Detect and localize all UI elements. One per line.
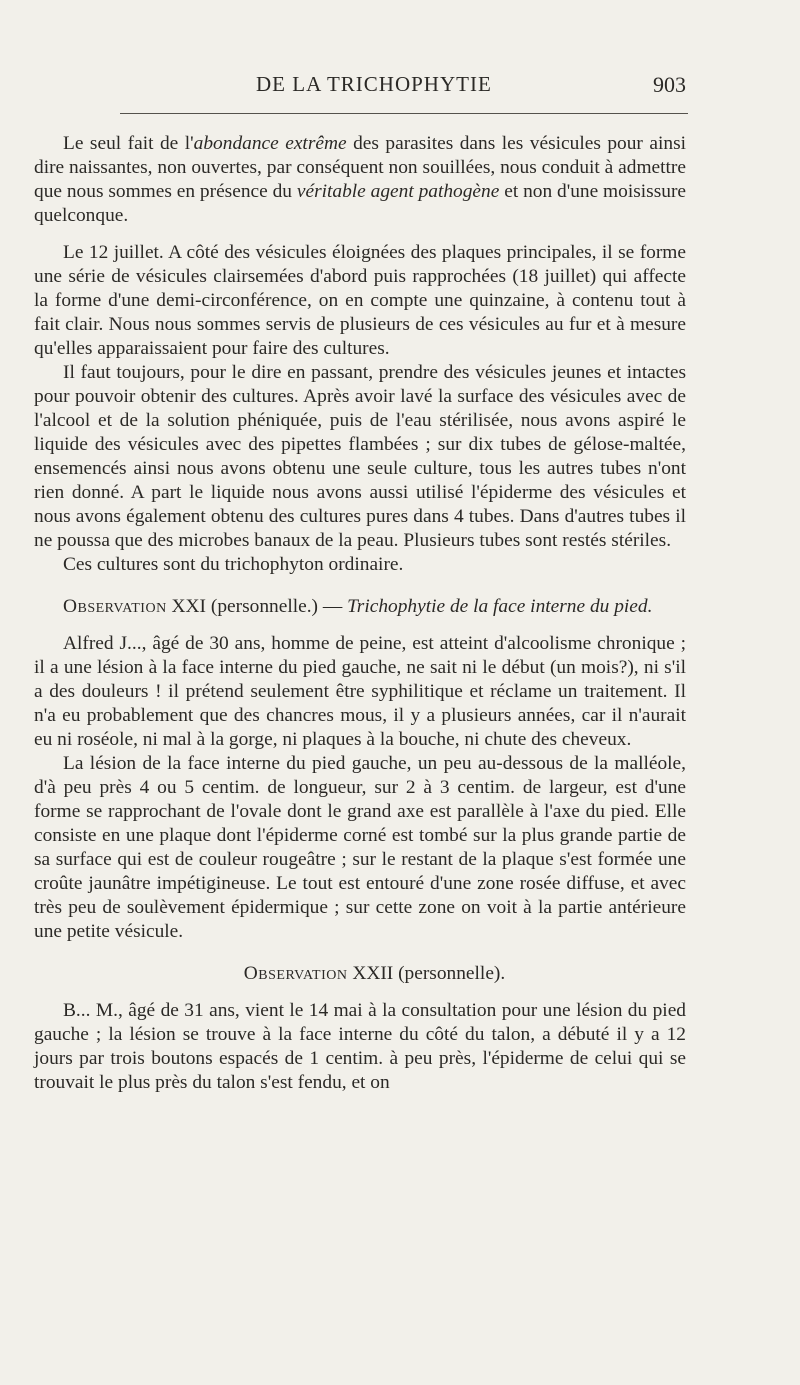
paragraph: Ces cultures sont du trichophyton ordinaire. (63, 554, 404, 575)
paragraph: Le 12 juillet. A côté des vésicules éloignées des plaques principales, il se forme une série de vésicules clairsemées d'abord puis rapprochées (18 juillet) qui affecte la forme d'une demi-circonférence, on en compte une quinzaine, à contenu tout à fait clair. Nous nous sommes servis de plusieurs de ces vésicules au fur et à mesure qu'elles apparaissaient pour faire des cultures. (34, 242, 686, 359)
emphasis: abondance extrême (193, 133, 347, 154)
paragraph: Le seul fait de l'abondance extrême des parasites dans les vésicules pour ainsi dire naissantes, non ouvertes, par conséquent non souillées, nous conduit à admettre que nous sommes en présence du véritable agent pathogène et non d'une moisissure quelconque. (34, 133, 687, 226)
header-rule (120, 113, 688, 114)
observation-heading-xxi: Observation XXI (personnelle.) — Trichophytie de la face interne du pied. (63, 596, 653, 617)
page-header (34, 72, 686, 102)
paragraph: Alfred J..., âgé de 30 ans, homme de peine, est atteint d'alcoolisme chronique ; il a une lésion à la face interne du pied gauche, ne sait ni le début (un mois?), ni s'il a des douleurs ! il prétend seulement être syphilitique et réclame un traitement. Il n'a eu probablement que des chancres mous, il y a plusieurs années, car il n'aurait eu ni roséole, ni mal à la gorge, ni plaques à la bouche, ni chute des cheveux. (34, 633, 686, 750)
paragraph: La lésion de la face interne du pied gauche, un peu au-dessous de la malléole, d'à peu près 4 ou 5 centim. de longueur, sur 2 à 3 centim. de largeur, est d'une forme se rapprochant de l'ovale dont le grand axe est parallèle à l'axe du pied. Elle consiste en une plaque dont l'épiderme corné est tombé sur la plus grande partie de sa surface qui est de couleur rougeâtre ; sur le restant de la plaque s'est formée une croûte jaunâtre impétigineuse. Le tout est entouré d'une zone rosée diffuse, et avec très peu de soulèvement épidermique ; sur cette zone on voit à la partie antérieure une petite vésicule. (34, 753, 686, 942)
paragraph: B... M., âgé de 31 ans, vient le 14 mai à la consultation pour une lésion du pied gauche ; la lésion se trouve à la face interne du côté du talon, a débuté il y a 12 jours par trois boutons espacés de 1 centim. à peu près, l'épiderme de celui qui se trouvait le plus près du talon s'est fendu, et on (34, 1000, 686, 1093)
paragraph: Il faut toujours, pour le dire en passant, prendre des vésicules jeunes et intactes pour pouvoir obtenir des cultures. Après avoir lavé la surface des vésicules avec de l'alcool et de la solution phéniquée, puis de l'eau stérilisée, nous avons aspiré le liquide des vésicules avec des pipettes flambées ; sur dix tubes de gélose-maltée, ensemencés ainsi nous avons obtenu une seule culture, tous les autres tubes n'ont rien donné. A part le liquide nous avons aussi utilisé l'épiderme des vésicules et nous avons également obtenu des cultures pures dans 4 tubes. Dans d'autres tubes il ne poussa que des microbes banaux de la peau. Plusieurs tubes sont restés stériles. (34, 362, 686, 551)
observation-heading-xxii: Observation XXII (personnelle). (243, 963, 506, 984)
running-title: DE LA TRICHOPHYTIE (256, 72, 492, 96)
emphasis: véritable agent pathogène (296, 181, 500, 202)
body-text (34, 132, 686, 1095)
observation-title: Trichophytie de la face interne du pied. (347, 596, 653, 617)
page-number: 903 (653, 72, 686, 97)
